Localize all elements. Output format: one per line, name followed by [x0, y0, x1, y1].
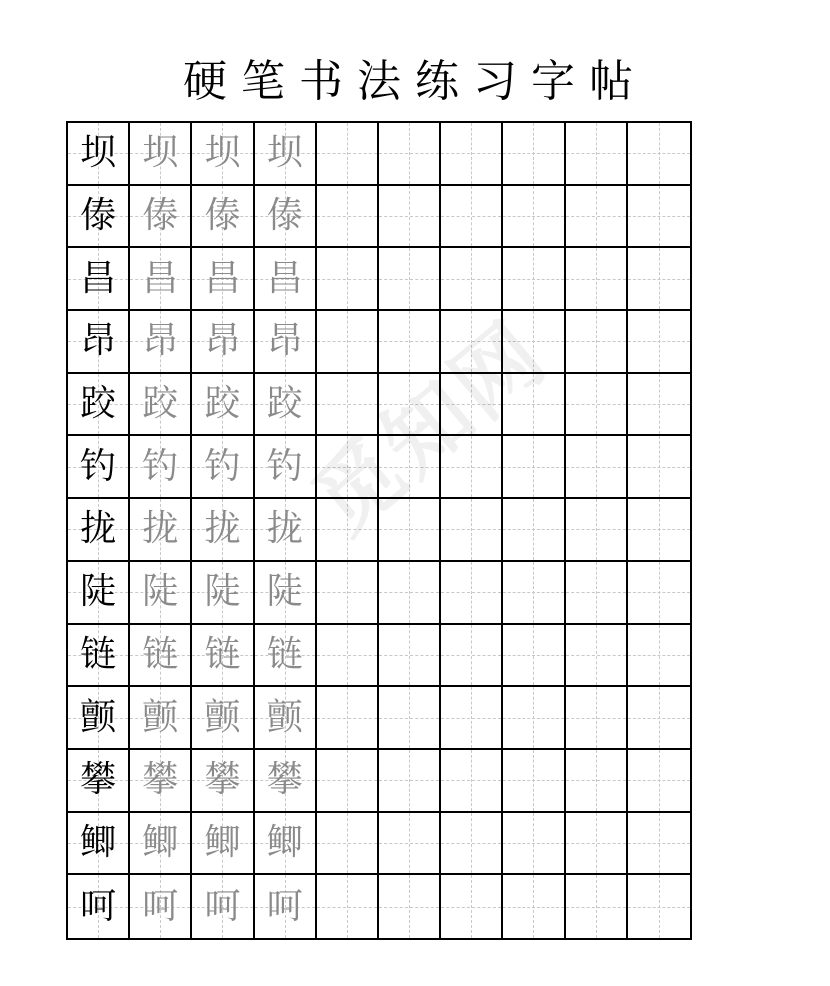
- trace-character: 拢: [266, 508, 303, 550]
- empty-practice-cell: [379, 750, 441, 813]
- empty-practice-cell: [379, 499, 441, 562]
- empty-practice-cell: [317, 625, 379, 688]
- trace-character: 陡: [204, 571, 241, 613]
- trace-character-cell: [130, 875, 192, 938]
- empty-practice-cell: [566, 750, 628, 813]
- trace-character-cell: [255, 875, 317, 938]
- empty-practice-cell: [503, 562, 565, 625]
- trace-character: 颤: [142, 696, 179, 738]
- trace-character-cell: [255, 687, 317, 750]
- empty-practice-cell: [379, 436, 441, 499]
- empty-practice-cell: [566, 499, 628, 562]
- trace-character: 钓: [204, 445, 241, 487]
- empty-practice-cell: [566, 311, 628, 374]
- trace-character-cell: [255, 436, 317, 499]
- trace-character: 呵: [266, 885, 303, 927]
- empty-practice-cell: [628, 875, 690, 938]
- model-character-cell: [68, 875, 130, 938]
- trace-character-cell: [255, 750, 317, 813]
- trace-character: 昂: [204, 320, 241, 362]
- model-character-cell: [68, 436, 130, 499]
- trace-character: 坝: [266, 132, 303, 174]
- empty-practice-cell: [566, 687, 628, 750]
- empty-practice-cell: [503, 186, 565, 249]
- model-character-cell: [68, 750, 130, 813]
- trace-character: 昂: [266, 320, 303, 362]
- empty-practice-cell: [566, 123, 628, 186]
- trace-character-cell: [255, 248, 317, 311]
- empty-practice-cell: [441, 123, 503, 186]
- empty-practice-cell: [503, 750, 565, 813]
- trace-character-cell: [130, 687, 192, 750]
- trace-character: 攀: [266, 759, 303, 801]
- model-character: 拢: [80, 508, 117, 550]
- model-character: 坝: [80, 132, 117, 174]
- empty-practice-cell: [628, 562, 690, 625]
- empty-practice-cell: [317, 436, 379, 499]
- model-character: 钓: [80, 445, 117, 487]
- model-character: 鲫: [80, 821, 117, 863]
- model-character-cell: [68, 374, 130, 437]
- trace-character: 昌: [204, 257, 241, 299]
- model-character-cell: [68, 123, 130, 186]
- watermark: 觅知网: [294, 303, 566, 554]
- empty-practice-cell: [317, 311, 379, 374]
- trace-character-cell: [130, 374, 192, 437]
- trace-character-cell: [255, 499, 317, 562]
- trace-character-cell: [130, 499, 192, 562]
- trace-character: 昌: [266, 257, 303, 299]
- trace-character: 昌: [142, 257, 179, 299]
- trace-character-cell: [192, 562, 254, 625]
- empty-practice-cell: [503, 436, 565, 499]
- trace-character-cell: [192, 687, 254, 750]
- empty-practice-cell: [441, 750, 503, 813]
- trace-character-cell: [130, 562, 192, 625]
- empty-practice-cell: [379, 687, 441, 750]
- empty-practice-cell: [441, 813, 503, 876]
- trace-character-cell: [192, 311, 254, 374]
- empty-practice-cell: [317, 687, 379, 750]
- empty-practice-cell: [628, 123, 690, 186]
- empty-practice-cell: [317, 374, 379, 437]
- trace-character: 颤: [204, 696, 241, 738]
- trace-character-cell: [192, 248, 254, 311]
- trace-character-cell: [192, 875, 254, 938]
- empty-practice-cell: [379, 875, 441, 938]
- model-character-cell: [68, 248, 130, 311]
- trace-character-cell: [255, 311, 317, 374]
- trace-character: 跤: [204, 383, 241, 425]
- empty-practice-cell: [503, 499, 565, 562]
- trace-character: 拢: [204, 508, 241, 550]
- empty-practice-cell: [628, 311, 690, 374]
- practice-grid: [66, 121, 692, 940]
- empty-practice-cell: [441, 625, 503, 688]
- model-character: 傣: [80, 195, 117, 237]
- trace-character-cell: [130, 750, 192, 813]
- trace-character-cell: [255, 186, 317, 249]
- empty-practice-cell: [441, 875, 503, 938]
- trace-character: 钓: [266, 445, 303, 487]
- empty-practice-cell: [566, 625, 628, 688]
- trace-character-cell: [130, 186, 192, 249]
- empty-practice-cell: [379, 562, 441, 625]
- empty-practice-cell: [441, 311, 503, 374]
- empty-practice-cell: [441, 374, 503, 437]
- trace-character-cell: [130, 625, 192, 688]
- empty-practice-cell: [566, 248, 628, 311]
- trace-character-cell: [130, 123, 192, 186]
- empty-practice-cell: [566, 813, 628, 876]
- model-character: 链: [80, 633, 117, 675]
- trace-character: 拢: [142, 508, 179, 550]
- model-character: 攀: [80, 759, 117, 801]
- trace-character: 颤: [266, 696, 303, 738]
- empty-practice-cell: [628, 186, 690, 249]
- trace-character: 鲫: [266, 821, 303, 863]
- empty-practice-cell: [317, 123, 379, 186]
- trace-character: 陡: [142, 571, 179, 613]
- empty-practice-cell: [317, 499, 379, 562]
- empty-practice-cell: [379, 123, 441, 186]
- model-character-cell: [68, 311, 130, 374]
- empty-practice-cell: [503, 687, 565, 750]
- trace-character: 呵: [204, 885, 241, 927]
- trace-character-cell: [192, 750, 254, 813]
- empty-practice-cell: [317, 186, 379, 249]
- trace-character-cell: [255, 123, 317, 186]
- empty-practice-cell: [441, 186, 503, 249]
- trace-character-cell: [255, 625, 317, 688]
- empty-practice-cell: [503, 123, 565, 186]
- trace-character: 钓: [142, 445, 179, 487]
- trace-character-cell: [192, 123, 254, 186]
- empty-practice-cell: [317, 750, 379, 813]
- trace-character-cell: [255, 813, 317, 876]
- trace-character-cell: [192, 813, 254, 876]
- trace-character-cell: [130, 436, 192, 499]
- trace-character-cell: [130, 311, 192, 374]
- trace-character: 傣: [266, 195, 303, 237]
- trace-character: 傣: [142, 195, 179, 237]
- empty-practice-cell: [628, 813, 690, 876]
- empty-practice-cell: [628, 625, 690, 688]
- empty-practice-cell: [503, 248, 565, 311]
- empty-practice-cell: [317, 562, 379, 625]
- trace-character-cell: [255, 374, 317, 437]
- trace-character-cell: [192, 625, 254, 688]
- model-character-cell: [68, 813, 130, 876]
- trace-character: 傣: [204, 195, 241, 237]
- empty-practice-cell: [503, 311, 565, 374]
- model-character-cell: [68, 625, 130, 688]
- trace-character-cell: [192, 499, 254, 562]
- empty-practice-cell: [441, 562, 503, 625]
- empty-practice-cell: [503, 813, 565, 876]
- trace-character: 攀: [142, 759, 179, 801]
- page-title: 硬笔书法练习字帖: [183, 56, 647, 107]
- empty-practice-cell: [628, 750, 690, 813]
- trace-character: 链: [142, 633, 179, 675]
- empty-practice-cell: [441, 687, 503, 750]
- empty-practice-cell: [503, 374, 565, 437]
- empty-practice-cell: [628, 248, 690, 311]
- empty-practice-cell: [566, 186, 628, 249]
- trace-character: 陡: [266, 571, 303, 613]
- empty-practice-cell: [379, 374, 441, 437]
- model-character-cell: [68, 186, 130, 249]
- empty-practice-cell: [566, 374, 628, 437]
- trace-character: 鲫: [142, 821, 179, 863]
- trace-character-cell: [192, 186, 254, 249]
- trace-character-cell: [192, 374, 254, 437]
- trace-character: 跤: [142, 383, 179, 425]
- empty-practice-cell: [317, 248, 379, 311]
- empty-practice-cell: [379, 311, 441, 374]
- model-character: 昌: [80, 257, 117, 299]
- empty-practice-cell: [566, 436, 628, 499]
- trace-character: 链: [204, 633, 241, 675]
- empty-practice-cell: [379, 248, 441, 311]
- model-character: 呵: [80, 885, 117, 927]
- trace-character: 坝: [204, 132, 241, 174]
- trace-character: 攀: [204, 759, 241, 801]
- empty-practice-cell: [628, 499, 690, 562]
- trace-character: 鲫: [204, 821, 241, 863]
- empty-practice-cell: [379, 186, 441, 249]
- model-character: 陡: [80, 571, 117, 613]
- empty-practice-cell: [503, 625, 565, 688]
- empty-practice-cell: [628, 374, 690, 437]
- model-character-cell: [68, 687, 130, 750]
- model-character: 颤: [80, 696, 117, 738]
- trace-character: 链: [266, 633, 303, 675]
- empty-practice-cell: [317, 813, 379, 876]
- empty-practice-cell: [628, 436, 690, 499]
- trace-character: 跤: [266, 383, 303, 425]
- model-character: 跤: [80, 383, 117, 425]
- trace-character-cell: [130, 813, 192, 876]
- empty-practice-cell: [628, 687, 690, 750]
- trace-character: 昂: [142, 320, 179, 362]
- model-character: 昂: [80, 320, 117, 362]
- trace-character-cell: [130, 248, 192, 311]
- empty-practice-cell: [317, 875, 379, 938]
- trace-character-cell: [192, 436, 254, 499]
- empty-practice-cell: [503, 875, 565, 938]
- empty-practice-cell: [566, 562, 628, 625]
- model-character-cell: [68, 562, 130, 625]
- empty-practice-cell: [379, 625, 441, 688]
- empty-practice-cell: [566, 875, 628, 938]
- empty-practice-cell: [379, 813, 441, 876]
- trace-character-cell: [255, 562, 317, 625]
- trace-character: 坝: [142, 132, 179, 174]
- model-character-cell: [68, 499, 130, 562]
- empty-practice-cell: [441, 436, 503, 499]
- empty-practice-cell: [441, 499, 503, 562]
- trace-character: 呵: [142, 885, 179, 927]
- empty-practice-cell: [441, 248, 503, 311]
